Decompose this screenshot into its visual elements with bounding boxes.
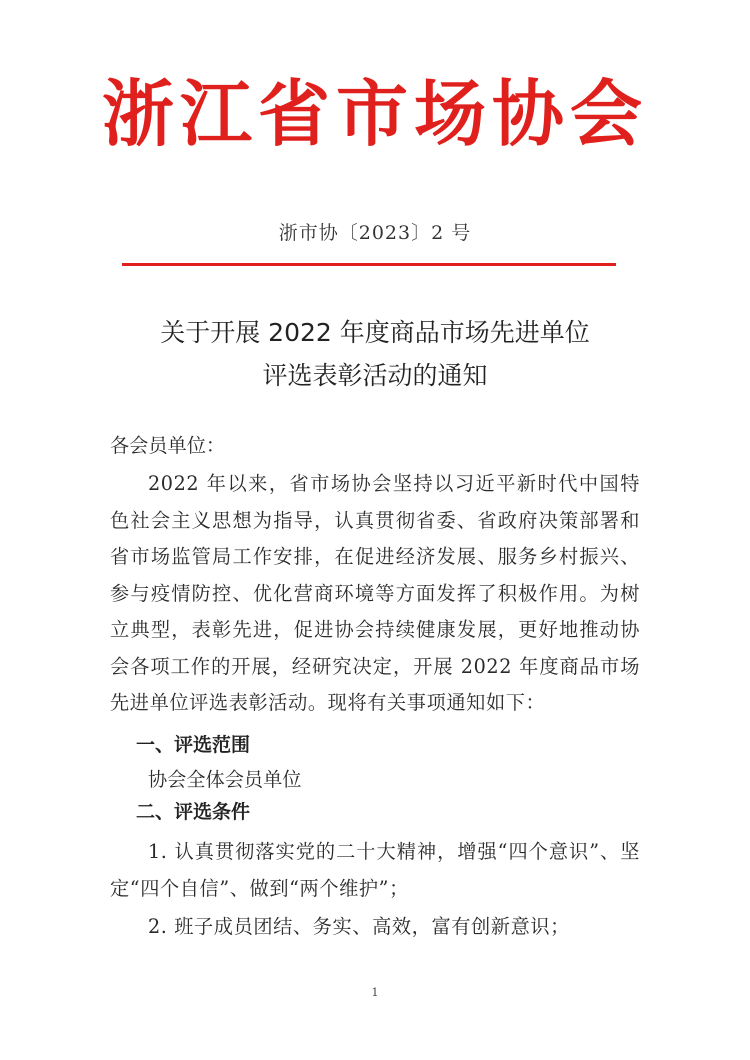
- salutation: 各会员单位：: [110, 434, 226, 457]
- document-number: 浙市协〔2023〕2 号: [278, 222, 472, 244]
- notice-title-line-1: 关于开展 2022 年度商品市场先进单位: [160, 318, 590, 347]
- section-content-scope: 协会全体会员单位: [148, 768, 302, 791]
- condition-item-1: 1. 认真贯彻落实党的二十大精神，增强“四个意识”、坚定“四个自信”、做到“两个维护”；: [110, 840, 640, 900]
- section-heading-conditions: 二、评选条件: [136, 801, 251, 823]
- intro-paragraph: 2022 年以来，省市场协会坚持以习近平新时代中国特色社会主义思想为指导，认真贯彻省委、省政府决策部署和省市场监管局工作安排，在促进经济发展、服务乡村振兴、参与疫情防控、优化营商环境等方面发挥了积极作用。为树立典型，表彰先进，促进协会持续健康发展，更好地推动协会各项工作的开展，经研究决定，开展 2022 年度商品市场先进单位评选表彰活动。现将有关事项通知如下：: [110, 472, 640, 714]
- condition-item-2: 2. 班子成员团结、务实、高效，富有创新意识；: [148, 915, 570, 938]
- org-masthead: 浙江省市场协会: [101, 71, 648, 156]
- red-divider-line: [122, 263, 616, 266]
- notice-title-line-2: 评选表彰活动的通知: [262, 361, 488, 390]
- page-number: 1: [371, 986, 379, 999]
- section-heading-scope: 一、评选范围: [136, 734, 251, 756]
